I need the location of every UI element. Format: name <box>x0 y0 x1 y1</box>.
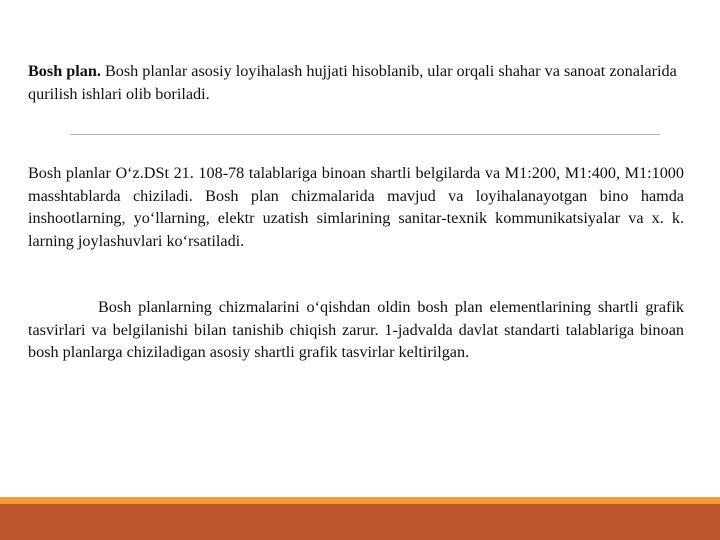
section-divider <box>70 134 660 135</box>
paragraph-standards: Bosh planlar O‘z.DSt 21. 108-78 talablariga binoan shartli belgilarda va M1:200, M1:400, M1:1000 masshtablarda chiziladi. Bosh plan chizmalarida mavjud va loyihalanayotgan bino hamda inshootlarning, yo‘llarning, elektr uzatish simlarining sanitar-texnik kommunikatsiyalar va x. k. larning joylashuvlari ko‘rsatiladi. <box>28 164 684 250</box>
intro-lead-term: Bosh plan. <box>28 62 101 80</box>
footer-bar <box>0 504 720 540</box>
footer-accent-stripe <box>0 497 720 504</box>
paragraph-intro <box>28 60 684 105</box>
intro-text: Bosh planlar asosiy loyihalash hujjati hisoblanib, ular orqali shahar va sanoat zonalarida qurilish ishlari olib boriladi. <box>28 62 677 103</box>
paragraph-symbols: Bosh planlarning chizmalarini o‘qishdan oldin bosh plan elementlarining shartli grafik tasvirlari va belgilanishi bilan tanishib chiqish zarur. 1-jadvalda davlat standarti talablariga binoan bosh planlarga chiziladigan asosiy shartli grafik tasvirlar keltirilgan. <box>28 298 684 362</box>
